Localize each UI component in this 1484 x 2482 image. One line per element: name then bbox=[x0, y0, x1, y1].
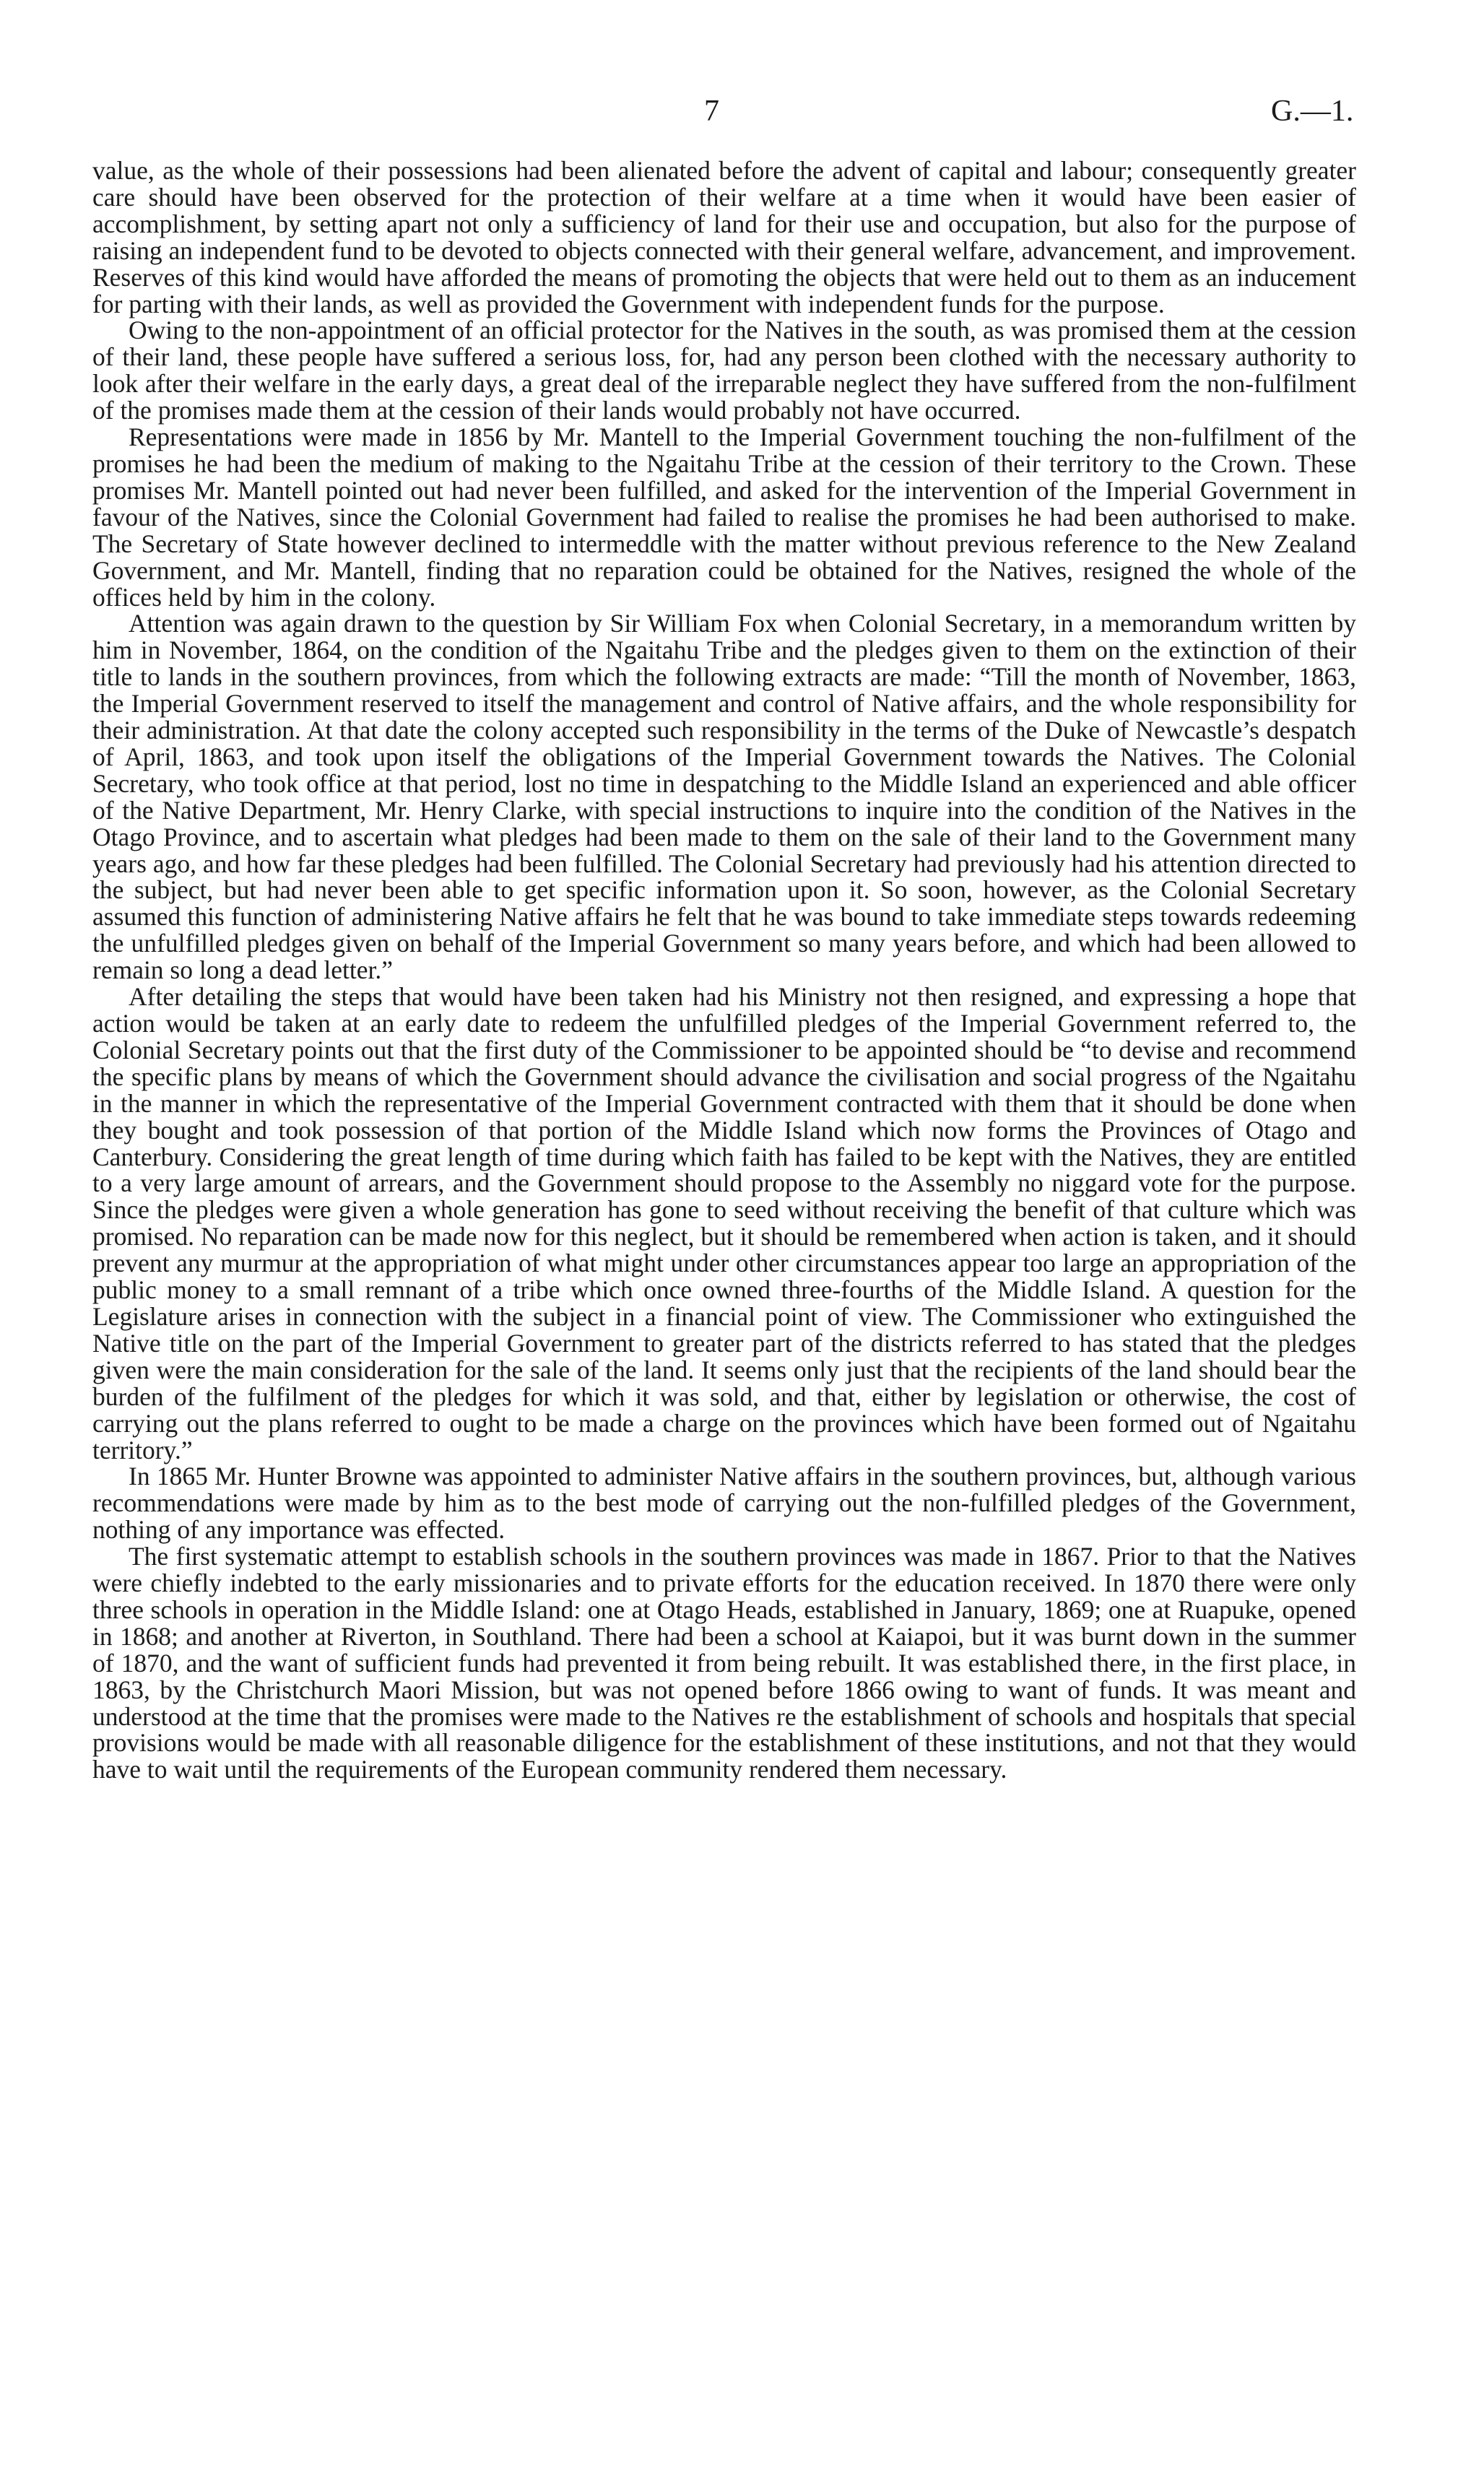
paragraph-1: value, as the whole of their possessions had been alienated before the advent of capital and labour; consequently greater care should have been observed for the protection of their welfare at a time when it would have been easier of accomplishment, by setting apart not only a sufficiency of land for their use and occupation, but also for the purpose of raising an independent fund to be devoted to objects connected with their general welfare, advancement, and improvement. Reserves of this kind would have afforded the means of promoting the objects that were held out to them as an inducement for parting with their lands, as well as provided the Government with independent funds for the purpose. bbox=[92, 156, 1356, 318]
paragraph-5: After detailing the steps that would have been taken had his Ministry not then resigned, and expressing a hope that action would be taken at an early date to redeem the unfulfilled pledges of the Imperial Government referred to, the Colonial Secretary points out that the first duty of the Commissioner to be appointed should be “to devise and recommend the specific plans by means of which the Government should advance the civilisation and social progress of the Ngaitahu in the manner in which the representative of the Imperial Government contracted with them that it should be done when they bought and took possession of that portion of the Middle Island which now forms the Provinces of Otago and Canterbury. Considering the great length of time during which faith has failed to be kept with the Natives, they are entitled to a very large amount of arrears, and the Government should propose to the Assembly no niggard vote for the purpose. Since the pledges were given a whole generation has gone to seed without receiving the benefit of that culture which was promised. No reparation can be made now for this neglect, but it should be remembered when action is taken, and it should prevent any murmur at the appropriation of what might under other circumstances appear too large an appropriation of the public money to a small remnant of a tribe which once owned three-fourths of the Middle Island. A question for the Legislature arises in connection with the subject in a financial point of view. The Commissioner who extinguished the Native title on the part of the Imperial Government to greater part of the districts referred to has stated that the pledges given were the main consideration for the sale of the land. It seems only just that the recipients of the land should bear the burden of the fulfilment of the pledges for which it was sold, and that, either by legislation or otherwise, the cost of carrying out the plans referred to ought to be made a charge on the provinces which have been formed out of Ngaitahu territory.” bbox=[92, 982, 1356, 1465]
paragraph-7: The first systematic attempt to establish schools in the southern provinces was made in 1867. Prior to that the Natives were chiefly indebted to the early missionaries and to private efforts for the education received. In 1870 there were only three schools in operation in the Middle Island: one at Otago Heads, established in January, 1869; one at Ruapuke, opened in 1868; and another at Riverton, in Southland. There had been a school at Kaiapoi, but it was burnt down in the summer of 1870, and the want of sufficient funds had prevented it from being rebuilt. It was established there, in the first place, in 1863, by the Christchurch Maori Mission, but was not opened before 1866 owing to want of funds. It was meant and understood at the time that the promises were made to the Natives re the establishment of schools and hospitals that special provisions would be made with all reasonable diligence for the establishment of these institutions, and not that they would have to wait until the requirements of the European community rendered them necessary. bbox=[92, 1542, 1356, 1784]
body-text bbox=[92, 157, 1356, 1783]
page-header bbox=[0, 94, 1484, 144]
paragraph-3: Representations were made in 1856 by Mr. Mantell to the Imperial Government touching the non-fulfilment of the promises he had been the medium of making to the Ngaitahu Tribe at the cession of their territory to the Crown. These promises Mr. Mantell pointed out had never been fulfilled, and asked for the intervention of the Imperial Government in favour of the Natives, since the Colonial Government had failed to realise the promises he had been authorised to make. The Secretary of State however declined to intermeddle with the matter without previous reference to the New Zealand Government, and Mr. Mantell, finding that no reparation could be obtained for the Natives, resigned the whole of the offices held by him in the colony. bbox=[92, 422, 1356, 612]
paragraph-6: In 1865 Mr. Hunter Browne was appointed to administer Native affairs in the southern provinces, but, although various recommendations were made by him as to the best mode of carrying out the non-fulfilled pledges of the Government, nothing of any importance was effected. bbox=[92, 1462, 1356, 1545]
document-reference: G.—1. bbox=[1271, 95, 1354, 128]
paragraph-2: Owing to the non-appointment of an official protector for the Natives in the south, as was promised them at the cession of their land, these people have suffered a serious loss, for, had any person been clothed with the necessary authority to look after their welfare in the early days, a great deal of the irreparable neglect they have suffered from the non-fulfilment of the promises made them at the cession of their lands would probably not have occurred. bbox=[92, 316, 1356, 425]
paragraph-4: Attention was again drawn to the question by Sir William Fox when Colonial Secretary, in a memorandum written by him in November, 1864, on the condition of the Ngaitahu Tribe and the pledges given to them on the extinction of their title to lands in the southern provinces, from which the following extracts are made: “Till the month of November, 1863, the Imperial Government reserved to itself the management and control of Native affairs, and the whole responsibility for their administration. At that date the colony accepted such responsibility in the terms of the Duke of Newcastle’s despatch of April, 1863, and took upon itself the obligations of the Imperial Government towards the Natives. The Colonial Secretary, who took office at that period, lost no time in despatching to the Middle Island an experienced and able officer of the Native Department, Mr. Henry Clarke, with special instructions to inquire into the condition of the Natives in the Otago Province, and to ascertain what pledges had been made to them on the sale of their land to the Government many years ago, and how far these pledges had been fulfilled. The Colonial Secretary had previously had his attention directed to the subject, but had never been able to get specific information upon it. So soon, however, as the Colonial Secretary assumed this function of administering Native affairs he felt that he was bound to take immediate steps towards redeeming the unfulfilled pledges given on behalf of the Imperial Government so many years before, and which had been allowed to remain so long a dead letter.” bbox=[92, 609, 1356, 985]
page-number: 7 bbox=[704, 95, 719, 128]
